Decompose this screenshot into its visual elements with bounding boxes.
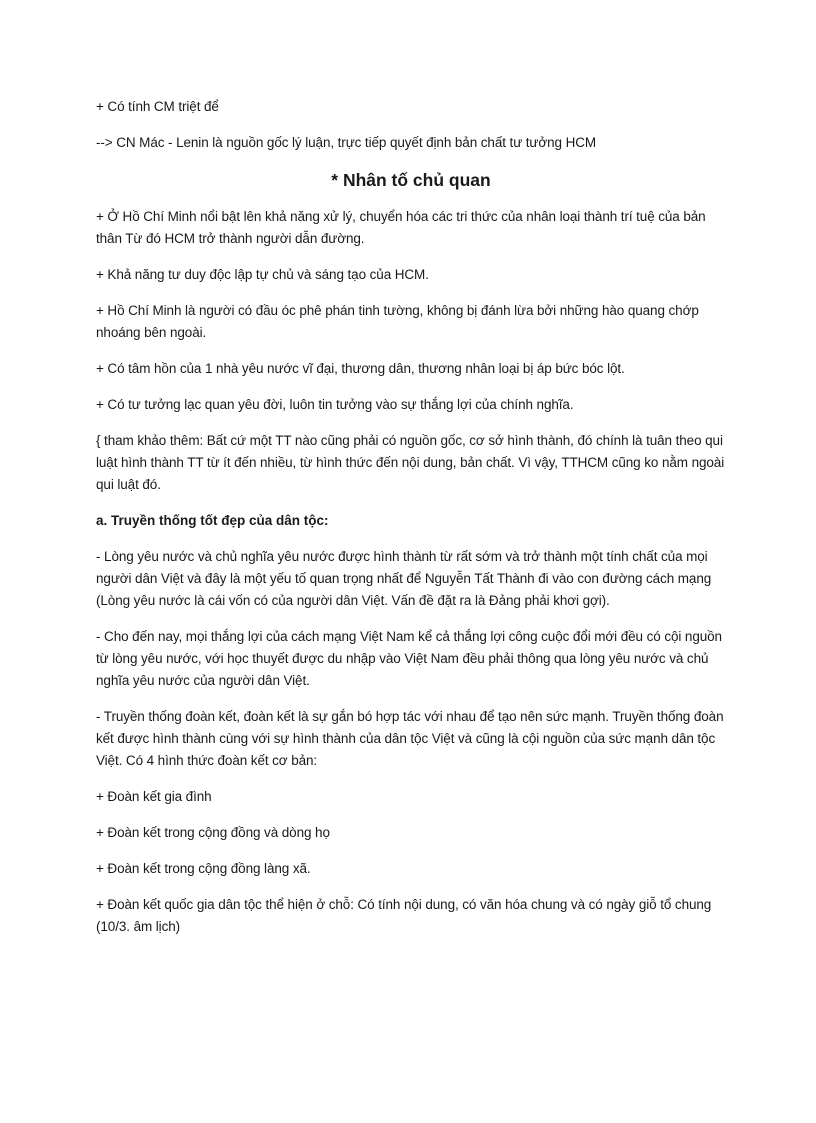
paragraph-critical-mind: + Hồ Chí Minh là người có đầu óc phê phán tinh tường, không bị đánh lừa bởi những hào quang chớp nhoáng bên ngoài. <box>96 303 699 340</box>
paragraph-optimism: + Có tư tưởng lạc quan yêu đời, luôn tin tưởng vào sự thắng lợi của chính nghĩa. <box>96 397 574 412</box>
paragraph-solidarity-tradition: - Truyền thống đoàn kết, đoàn kết là sự gắn bó hợp tác với nhau để tạo nên sức mạnh. Truyền thống đoàn kết được hình thành cùng với sự hình thành của dân tộc Việt và cũng là cội nguồn của sức mạnh dân tộc Việt. Có 4 hình thức đoàn kết cơ bản: <box>96 709 724 768</box>
list-item-national-solidarity: + Đoàn kết quốc gia dân tộc thể hiện ở chỗ: Có tính nội dung, có văn hóa chung và có ngày giỗ tổ chung (10/3. âm lịch) <box>96 897 712 934</box>
paragraph-reference-note: { tham khảo thêm: Bất cứ một TT nào cũng phải có nguồn gốc, cơ sở hình thành, đó chính là tuân theo qui luật hình thành TT từ ít đến nhiều, từ hình thức đến nội dung, bản chất. Vì vậy, TTHCM cũng ko nằm ngoài qui luật đó. <box>96 433 725 492</box>
paragraph-patriot-soul: + Có tâm hồn của 1 nhà yêu nước vĩ đại, thương dân, thương nhân loại bị áp bức bóc lột. <box>96 361 625 376</box>
list-item-clan-solidarity: + Đoàn kết trong cộng đồng và dòng họ <box>96 825 330 840</box>
paragraph-revolutionary: + Có tính CM triệt để <box>96 99 219 114</box>
document-page <box>96 96 726 952</box>
paragraph-independent-thinking: + Khả năng tư duy độc lập tự chủ và sáng tạo của HCM. <box>96 267 429 282</box>
subheading-national-tradition: a. Truyền thống tốt đẹp của dân tộc: <box>96 513 329 528</box>
paragraph-marxism-conclusion: --> CN Mác - Lenin là nguồn gốc lý luận, trực tiếp quyết định bản chất tư tưởng HCM <box>96 135 597 150</box>
paragraph-knowledge-transform: + Ở Hồ Chí Minh nổi bật lên khả năng xử lý, chuyển hóa các tri thức của nhân loại thành trí tuệ của bản thân Từ đó HCM trở thành người dẫn đường. <box>96 209 706 246</box>
paragraph-victories: - Cho đến nay, mọi thắng lợi của cách mạng Việt Nam kể cả thắng lợi công cuộc đổi mới đều có cội nguồn từ lòng yêu nước, với học thuyết được du nhập vào Việt Nam đều phải thông qua lòng yêu nước và chủ nghĩa yêu nước của người dân Việt. <box>96 629 722 688</box>
list-item-village-solidarity: + Đoàn kết trong cộng đồng làng xã. <box>96 861 311 876</box>
paragraph-patriotism: - Lòng yêu nước và chủ nghĩa yêu nước được hình thành từ rất sớm và trở thành một tính chất của mọi người dân Việt và đây là một yếu tố quan trọng nhất để Nguyễn Tất Thành đi vào con đường cách mạng (Lòng yêu nước là cái vốn có của người dân Việt. Vấn đề đặt ra là Đảng phải khơi gợi). <box>96 549 712 608</box>
section-heading-subjective-factor: * Nhân tố chủ quan <box>331 170 491 190</box>
list-item-family-solidarity: + Đoàn kết gia đình <box>96 789 212 804</box>
